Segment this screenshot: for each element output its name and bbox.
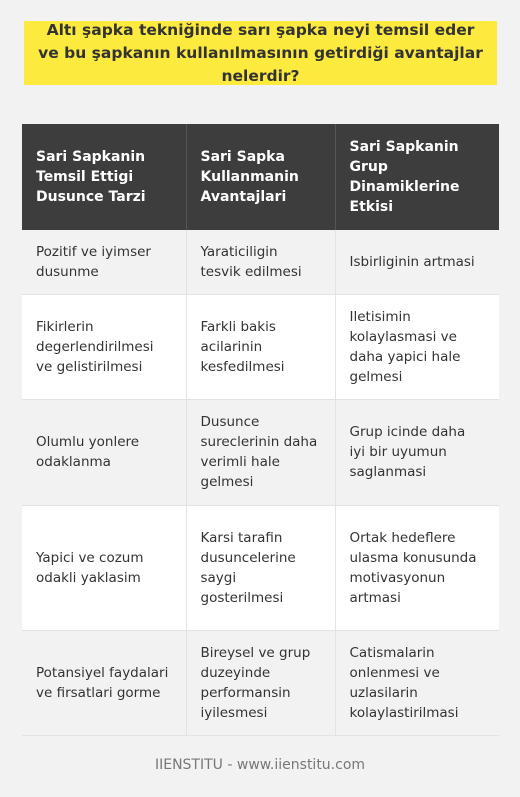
column-header: Sari Sapkanin Grup Dinamiklerine Etkisi bbox=[335, 124, 499, 230]
table-cell: Yapici ve cozum odakli yaklasim bbox=[22, 505, 186, 630]
comparison-table bbox=[22, 124, 499, 736]
table-cell: Dusunce sureclerinin daha verimli hale gelmesi bbox=[186, 399, 335, 505]
table-row bbox=[22, 399, 499, 505]
table-cell: Fikirlerin degerlendirilmesi ve gelistirilmesi bbox=[22, 294, 186, 399]
table-cell: Yaraticiligin tesvik edilmesi bbox=[186, 230, 335, 294]
table-cell: Potansiyel faydalari ve firsatlari gorme bbox=[22, 630, 186, 735]
table-header-row bbox=[22, 124, 499, 230]
table-cell: Farkli bakis acilarinin kesfedilmesi bbox=[186, 294, 335, 399]
table-cell: Olumlu yonlere odaklanma bbox=[22, 399, 186, 505]
table-cell: Grup icinde daha iyi bir uyumun saglanmasi bbox=[335, 399, 499, 505]
table-cell: Bireysel ve grup duzeyinde performansin iyilesmesi bbox=[186, 630, 335, 735]
table-row bbox=[22, 294, 499, 399]
table-row bbox=[22, 505, 499, 630]
column-header: Sari Sapka Kullanmanin Avantajlari bbox=[186, 124, 335, 230]
table-cell: Catismalarin onlenmesi ve uzlasilarin kolaylastirilmasi bbox=[335, 630, 499, 735]
table-cell: Isbirliginin artmasi bbox=[335, 230, 499, 294]
table-cell: Karsi tarafin dusuncelerine saygi gosterilmesi bbox=[186, 505, 335, 630]
table-cell: Ortak hedeflere ulasma konusunda motivasyonun artmasi bbox=[335, 505, 499, 630]
table-cell: Pozitif ve iyimser dusunme bbox=[22, 230, 186, 294]
column-header: Sari Sapkanin Temsil Ettigi Dusunce Tarzi bbox=[22, 124, 186, 230]
footer-credit: IIENSTITU - www.iienstitu.com bbox=[154, 757, 366, 773]
table-cell: Iletisimin kolaylasmasi ve daha yapici hale gelmesi bbox=[335, 294, 499, 399]
title-banner bbox=[24, 21, 497, 85]
table-row bbox=[22, 630, 499, 735]
page-title: Altı şapka tekniğinde sarı şapka neyi temsil eder ve bu şapkanın kullanılmasının getirdiği avantajlar nelerdir? bbox=[38, 20, 483, 85]
table-row bbox=[22, 230, 499, 294]
